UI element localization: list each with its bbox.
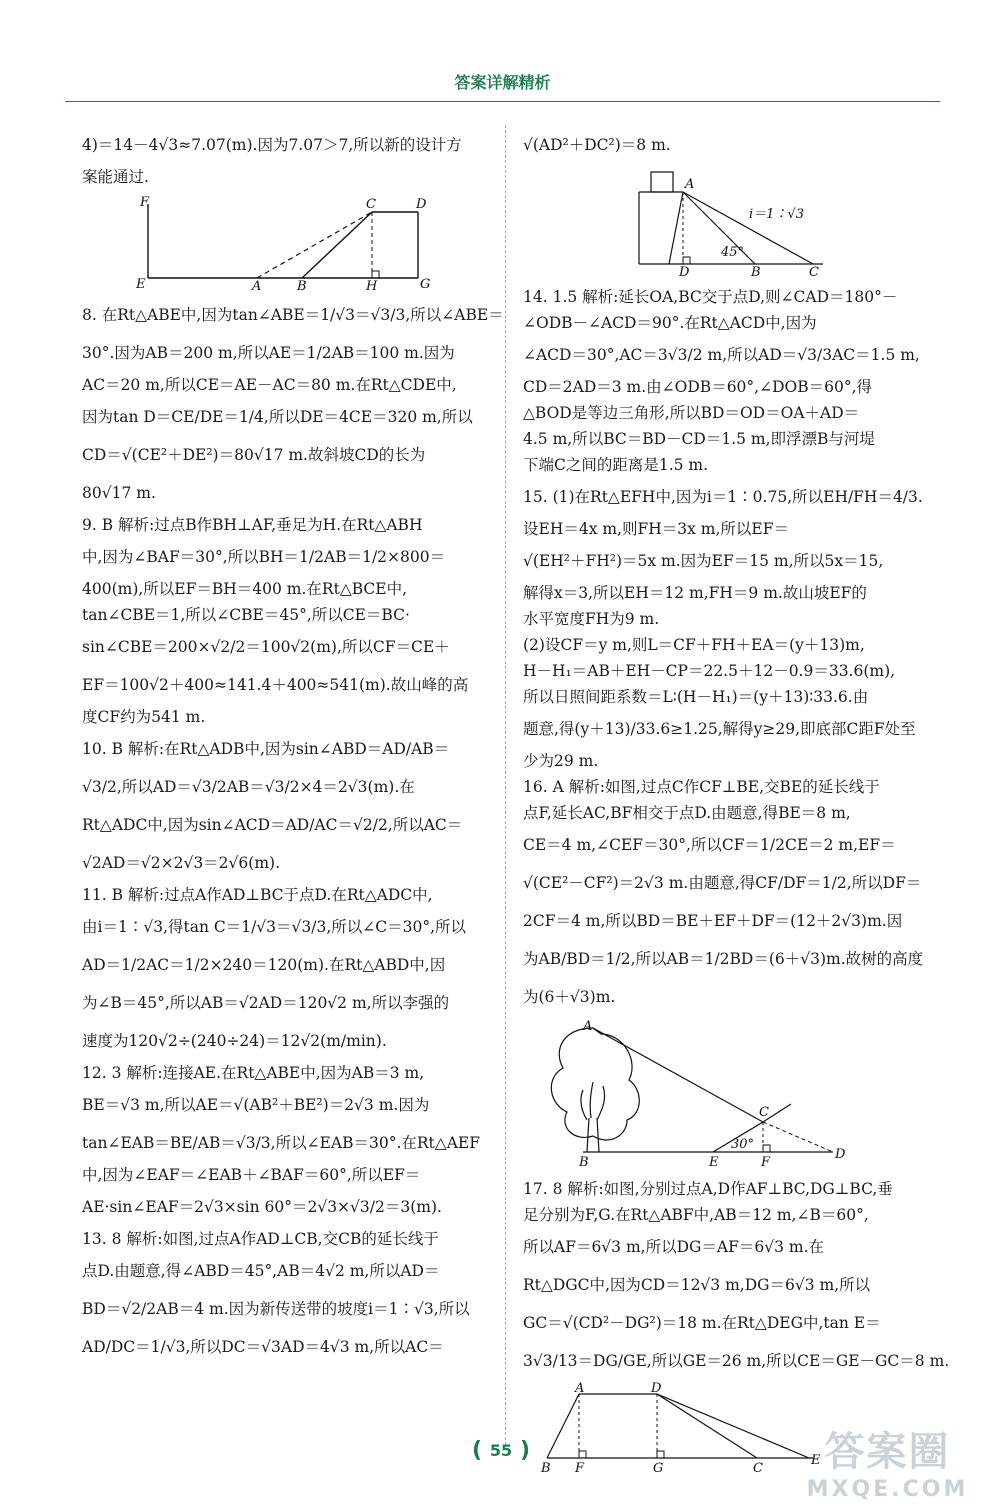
text-line: (2)设CF＝y m,则L＝CF＋FH＋EA＝(y＋13)m, — [523, 636, 865, 654]
text-line: √3/2,所以AD＝√3/2AB＝√3/2×4＝2√3(m).在 — [82, 778, 415, 796]
watermark-logo — [785, 1420, 990, 1510]
fig2-label: B — [751, 265, 761, 280]
fig3-label: C — [759, 1105, 769, 1120]
text-line: ∠ODB－∠ACD＝90°.在Rt△ACD中,因为 — [523, 314, 817, 332]
text-line: √(EH²＋FH²)＝5x m.因为EF＝15 m,所以5x＝15, — [523, 552, 884, 570]
text-line: CD＝√(CE²＋DE²)＝80√17 m.故斜坡CD的长为 — [82, 446, 426, 464]
text-line: H－H₁＝AB＋EH－CP＝22.5＋12－0.9＝33.6(m), — [523, 662, 896, 680]
text-line: 下端C之间的距离是1.5 m. — [523, 456, 709, 474]
text-line: 由i＝1∶√3,得tan C＝1/√3＝√3/3,所以∠C＝30°,所以 — [82, 918, 467, 936]
text-line: 中,因为∠EAF＝∠EAB＋∠BAF＝60°,所以EF＝ — [82, 1166, 421, 1184]
fig3-label: 30° — [731, 1137, 755, 1152]
figure-slope-diagram — [82, 194, 431, 294]
text-line: 2CF＝4 m,所以BD＝BE＋EF＋DF＝(12＋2√3)m.因 — [523, 912, 903, 930]
figure-conveyor-diagram — [523, 168, 823, 278]
left-column — [82, 126, 504, 1366]
text-line: sin∠CBE＝200×√2/2＝100√2(m),所以CF＝CE＋ — [82, 638, 450, 656]
text-line: √2AD＝√2×2√3＝2√6(m). — [82, 854, 281, 872]
fig1-label: D — [416, 197, 427, 212]
text-line: 中,因为∠BAF＝30°,所以BH＝1/2AB＝1/2×800＝ — [82, 548, 446, 566]
text-line: BD＝√2/2AB＝4 m.因为新传送带的坡度i＝1∶√3,所以 — [82, 1300, 470, 1318]
text-line: 4.5 m,所以BC＝BD－CD＝1.5 m,即浮漂B与河堤 — [523, 430, 875, 448]
text-line: AC＝20 m,所以CE＝AE－AC＝80 m.在Rt△CDE中, — [82, 376, 457, 394]
text-line: 设EH＝4x m,则FH＝3x m,所以EF＝ — [523, 520, 789, 538]
text-line: 所以日照间距系数＝L∶(H－H₁)＝(y＋13)∶33.6.由 — [523, 688, 869, 706]
text-line: 8. 在Rt△ABE中,因为tan∠ABE＝1/√3＝√3/3,所以∠ABE＝ — [82, 306, 504, 324]
header-title: 答案详解精析 — [454, 73, 551, 92]
text-line: CE＝4 m,∠CEF＝30°,所以CF＝1/2CE＝2 m,EF＝ — [523, 836, 896, 854]
text-line: 速度为120√2÷(240÷24)＝12√2(m/min). — [82, 1032, 387, 1050]
fig4-label: D — [651, 1381, 662, 1396]
text-line: 案能通过. — [82, 168, 149, 186]
text-line: 15. (1)在Rt△EFH中,因为i＝1∶0.75,所以EH/FH＝4/3. — [523, 488, 923, 506]
watermark-line2: MXQE.COM — [806, 1477, 969, 1502]
text-line: 13. 8 解析:如图,过点A作AD⊥CB,交CB的延长线于 — [82, 1230, 439, 1248]
text-line: BE＝√3 m,所以AE＝√(AB²＋BE²)＝2√3 m.因为 — [82, 1096, 430, 1114]
fig2-label: A — [685, 177, 695, 192]
figure-tree-diagram — [523, 1019, 846, 1170]
text-line: 度CF约为541 m. — [82, 708, 206, 726]
text-line: AE·sin∠EAF＝2√3×sin 60°＝2√3×√3/2＝3(m). — [82, 1198, 442, 1216]
fig2-label: D — [679, 265, 690, 280]
fig2-label: i＝1∶√3 — [749, 207, 804, 222]
fig1-label: C — [366, 197, 376, 212]
fig1-label: B — [297, 279, 307, 294]
text-line: √(AD²＋DC²)＝8 m. — [523, 136, 671, 154]
fig4-label: G — [653, 1461, 664, 1476]
text-line: 17. 8 解析:如图,分别过点A,D作AF⊥BC,DG⊥BC,垂 — [523, 1180, 893, 1198]
text-line: tan∠CBE＝1,所以∠CBE＝45°,所以CE＝BC· — [82, 606, 410, 624]
fig2-label: 45° — [721, 245, 745, 260]
text-line: Rt△ADC中,因为sin∠ACD＝AD/AC＝√2/2,所以AC＝ — [82, 816, 463, 834]
text-line: 400(m),所以EF＝BH＝400 m.在Rt△BCE中, — [82, 580, 408, 598]
text-line: Rt△DGC中,因为CD＝12√3 m,DG＝6√3 m,所以 — [523, 1276, 871, 1294]
fig3-label: F — [761, 1155, 771, 1170]
text-line: 30°.因为AB＝200 m,所以AE＝1/2AB＝100 m.因为 — [82, 344, 455, 362]
text-line: ∠ACD＝30°,AC＝3√3/2 m,所以AD＝√3/3AC＝1.5 m, — [523, 346, 920, 364]
fig1-label: H — [366, 279, 378, 294]
fig4-label: A — [575, 1381, 585, 1396]
text-line: 11. B 解析:过点A作AD⊥BC于点D.在Rt△ADC中, — [82, 886, 433, 904]
text-line: 4)＝14－4√3≈7.07(m).因为7.07＞7,所以新的设计方 — [82, 136, 462, 154]
text-line: 80√17 m. — [82, 484, 156, 502]
fig4-label: C — [753, 1461, 763, 1476]
text-line: 点F,延长AC,BF相交于点D.由题意,得BE＝8 m, — [523, 804, 851, 822]
text-line: CD＝2AD＝3 m.由∠ODB＝60°,∠DOB＝60°,得 — [523, 378, 873, 396]
fig3-label: B — [579, 1155, 589, 1170]
page-number: ( 55 ) — [470, 1437, 532, 1465]
text-line: tan∠EAB＝BE/AB＝√3/3,所以∠EAB＝30°.在Rt△AEF — [82, 1134, 480, 1152]
fig1-label: F — [140, 195, 150, 210]
text-line: 点D.由题意,得∠ABD＝45°,AB＝4√2 m,所以AD＝ — [82, 1262, 440, 1280]
text-line: 水平宽度FH为9 m. — [523, 610, 660, 628]
text-line: AD/DC＝1/√3,所以DC＝√3AD＝4√3 m,所以AC＝ — [82, 1338, 444, 1356]
fig4-label: B — [541, 1461, 551, 1476]
fig3-label: D — [835, 1147, 846, 1162]
text-line: 解得x＝3,所以EH＝12 m,FH＝9 m.故山坡EF的 — [523, 584, 867, 602]
fig1-label: E — [136, 277, 146, 292]
text-line: 10. B 解析:在Rt△ADB中,因为sin∠ABD＝AD/AB＝ — [82, 740, 450, 758]
fig1-label: A — [252, 279, 262, 294]
text-line: △BOD是等边三角形,所以BD＝OD＝OA＋AD＝ — [523, 404, 860, 422]
text-line: 题意,得(y＋13)/33.6≥1.25,解得y≥29,即底部C距F处至 — [523, 720, 916, 738]
right-column — [523, 126, 950, 1480]
fig4-label: E — [811, 1453, 821, 1468]
text-line: 少为29 m. — [523, 752, 599, 770]
text-line: 为∠B＝45°,所以AB＝√2AD＝120√2 m,所以李强的 — [82, 994, 450, 1012]
text-line: 16. A 解析:如图,过点C作CF⊥BE,交BE的延长线于 — [523, 778, 880, 796]
text-line: 12. 3 解析:连接AE.在Rt△ABE中,因为AB＝3 m, — [82, 1064, 425, 1082]
fig3-label: A — [583, 1019, 593, 1034]
text-line: 14. 1.5 解析:延长OA,BC交于点D,则∠CAD＝180°－ — [523, 288, 898, 306]
column-divider — [505, 125, 506, 1445]
fig2-label: C — [809, 265, 819, 280]
text-line: GC＝√(CD²－DG²)＝18 m.在Rt△DEG中,tan E＝ — [523, 1314, 881, 1332]
text-line: √(CE²－CF²)＝2√3 m.由题意,得CF/DF＝1/2,所以DF＝ — [523, 874, 922, 892]
text-line: 因为tan D＝CE/DE＝1/4,所以DE＝4CE＝320 m,所以 — [82, 408, 473, 426]
header-rule — [65, 101, 940, 102]
text-line: 9. B 解析:过点B作BH⊥AF,垂足为H.在Rt△ABH — [82, 516, 423, 534]
text-line: 所以AF＝6√3 m,所以DG＝AF＝6√3 m.在 — [523, 1238, 825, 1256]
text-line: 为AB/BD＝1/2,所以AB＝1/2BD＝(6＋√3)m.故树的高度 — [523, 950, 924, 968]
watermark-line1: 答案圈 — [824, 1429, 951, 1475]
fig4-label: F — [575, 1461, 585, 1476]
text-line: AD＝1/2AC＝1/2×240＝120(m).在Rt△ABD中,因 — [82, 956, 446, 974]
text-line: 3√3/13＝DG/GE,所以GE＝26 m,所以CE＝GE－GC＝8 m. — [523, 1352, 950, 1370]
text-line: EF＝100√2＋400≈141.4＋400≈541(m).故山峰的高 — [82, 676, 469, 694]
fig3-label: E — [709, 1155, 719, 1170]
text-line: 足分别为F,G.在Rt△ABF中,AB＝12 m,∠B＝60°, — [523, 1206, 869, 1224]
text-line: 为(6＋√3)m. — [523, 988, 616, 1006]
fig1-label: G — [420, 277, 431, 292]
